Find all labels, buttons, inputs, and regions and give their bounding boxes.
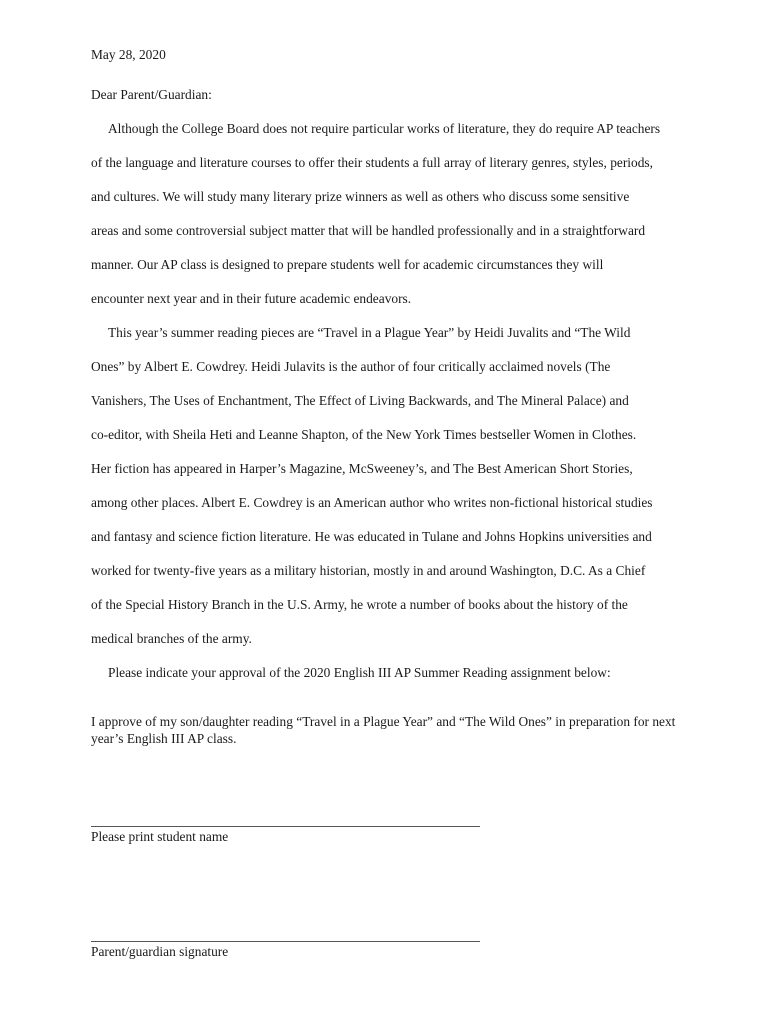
paragraph-line: co-editor, with Sheila Heti and Leanne Shapton, of the New York Times bestseller Women in Clothes. xyxy=(91,427,637,442)
signature-field[interactable] xyxy=(91,941,480,942)
signature-label: Parent/guardian signature xyxy=(91,944,229,959)
paragraph-line: Ones” by Albert E. Cowdrey. Heidi Julavits is the author of four critically acclaimed novels (The xyxy=(91,359,611,374)
letter-date: May 28, 2020 xyxy=(91,47,166,62)
paragraph-line: and fantasy and science fiction literature. He was educated in Tulane and Johns Hopkins universities and xyxy=(91,529,652,544)
paragraph-line: areas and some controversial subject matter that will be handled professionally and in a straightforward xyxy=(91,223,646,238)
paragraph-line: manner. Our AP class is designed to prepare students well for academic circumstances they will xyxy=(91,257,604,272)
paragraph-line: encounter next year and in their future academic endeavors. xyxy=(91,291,412,306)
paragraph-line: and cultures. We will study many literary prize winners as well as others who discuss some sensitive xyxy=(91,189,630,204)
paragraph-line: Vanishers, The Uses of Enchantment, The Effect of Living Backwards, and The Mineral Palace) and xyxy=(91,393,629,408)
paragraph-line: medical branches of the army. xyxy=(91,631,252,646)
approval-line: I approve of my son/daughter reading “Travel in a Plague Year” and “The Wild Ones” in preparation for next xyxy=(91,714,676,729)
paragraph-line: worked for twenty-five years as a military historian, mostly in and around Washington, D.C. As a Chief xyxy=(91,563,646,578)
approval-instruction: Please indicate your approval of the 2020 English III AP Summer Reading assignment below: xyxy=(108,665,611,680)
salutation: Dear Parent/Guardian: xyxy=(91,87,212,102)
approval-line: year’s English III AP class. xyxy=(91,731,237,746)
student-name-field[interactable] xyxy=(91,826,480,827)
paragraph-line: Although the College Board does not require particular works of literature, they do require AP teachers xyxy=(108,121,661,136)
paragraph-line: This year’s summer reading pieces are “Travel in a Plague Year” by Heidi Juvalits and “The Wild xyxy=(108,325,631,340)
paragraph-line: of the language and literature courses to offer their students a full array of literary genres, styles, periods, xyxy=(91,155,653,170)
student-name-label: Please print student name xyxy=(91,829,229,844)
paragraph-line: Her fiction has appeared in Harper’s Magazine, McSweeney’s, and The Best American Short Stories, xyxy=(91,461,633,476)
paragraph-line: among other places. Albert E. Cowdrey is an American author who writes non-fictional historical studies xyxy=(91,495,653,510)
paragraph-line: of the Special History Branch in the U.S. Army, he wrote a number of books about the history of the xyxy=(91,597,628,612)
